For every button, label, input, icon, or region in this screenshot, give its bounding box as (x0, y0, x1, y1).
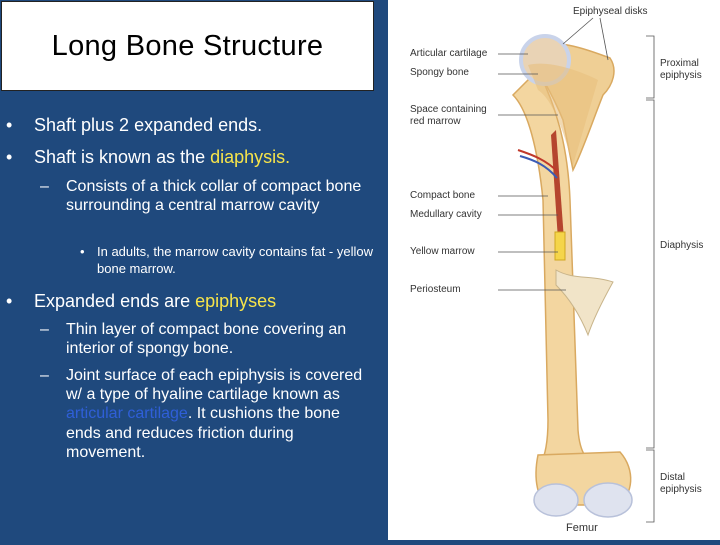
highlight-diaphysis: diaphysis. (210, 147, 291, 167)
bullet-text (34, 290, 276, 313)
bullet-dot: • (6, 291, 13, 311)
bullet-text: Shaft plus 2 expanded ends. (34, 115, 263, 135)
condyle-left (534, 484, 578, 516)
label-compact-bone: Compact bone (410, 190, 476, 201)
label-medullary-cavity: Medullary cavity (410, 209, 482, 220)
highlight-articular-cartilage: articular cartilage (66, 405, 188, 423)
sub-sub-bullet-text: In adults, the marrow cavity contains fat - yellow bone marrow. (97, 244, 374, 276)
label-femur: Femur (566, 522, 598, 534)
title-box (1, 1, 374, 91)
bullet-text (34, 146, 290, 169)
yellow-marrow (555, 232, 565, 260)
label-space-red-marrow-2: red marrow (410, 116, 461, 127)
label-distal-1: Distal (660, 472, 686, 483)
sub-bullet-text: Thin layer of compact bone covering an interior of spongy bone. (66, 321, 347, 358)
sub-bullet-text: Consists of a thick collar of compact bone surrounding a central marrow cavity (66, 178, 362, 215)
label-distal-2: epiphysis (660, 484, 702, 495)
bullet-dot: • (6, 115, 13, 135)
dash-glyph: – (40, 367, 49, 384)
label-yellow-marrow: Yellow marrow (410, 246, 475, 257)
leader-epiphyseal-2 (600, 18, 608, 60)
bracket-diaphysis (646, 100, 654, 448)
bullet-dot: • (80, 244, 85, 259)
label-epiphyseal-disks: Epiphyseal disks (573, 6, 648, 17)
bracket-distal (646, 450, 654, 522)
text-prefix: Expanded ends are (34, 291, 196, 311)
label-spongy-bone: Spongy bone (410, 67, 469, 78)
dash-glyph: – (40, 321, 49, 338)
text-suffix: . It cushions the bone ends and reduces friction during movement. (66, 405, 340, 461)
label-proximal-1: Proximal (660, 58, 699, 69)
label-diaphysis: Diaphysis (660, 240, 704, 251)
sub-bullet-text (66, 366, 376, 462)
bullet-dot: • (6, 147, 13, 167)
bracket-proximal (646, 36, 654, 98)
text-prefix: Joint surface of each epiphysis is covered w/ a type of hyaline cartilage known as (66, 367, 363, 404)
label-proximal-2: epiphysis (660, 70, 702, 81)
highlight-epiphyses: epiphyses (195, 291, 277, 311)
label-periosteum: Periosteum (410, 284, 461, 295)
dash-glyph: – (40, 178, 49, 195)
slide-title: Long Bone Structure (51, 29, 324, 62)
text-prefix: Shaft is known as the (34, 147, 211, 167)
leader-epiphyseal-1 (563, 18, 593, 44)
condyle-right (584, 483, 632, 517)
femur-figure (388, 0, 720, 540)
label-articular-cartilage: Articular cartilage (410, 48, 488, 59)
label-space-red-marrow-1: Space containing (410, 104, 487, 115)
